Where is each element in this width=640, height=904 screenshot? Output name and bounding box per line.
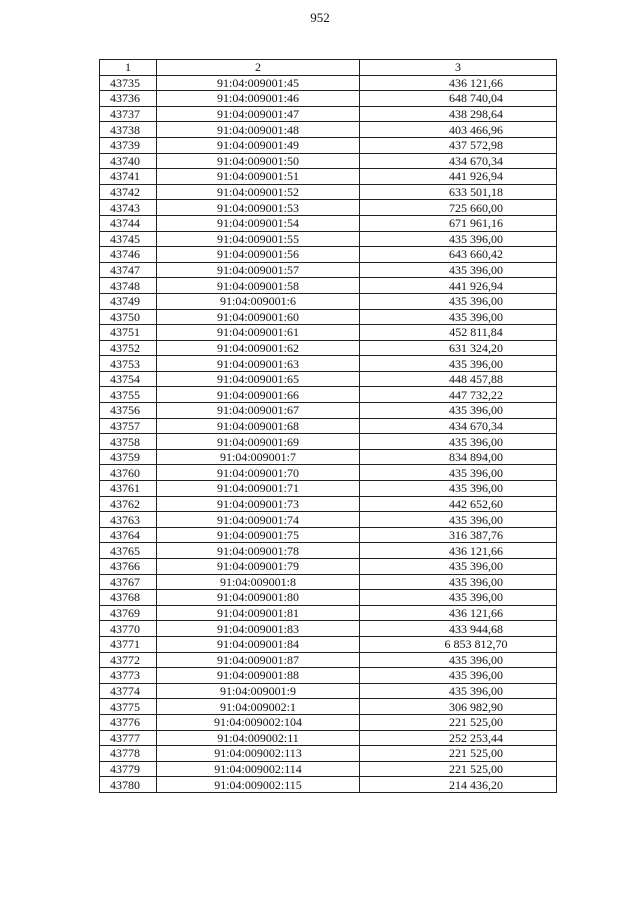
cadastral-number-cell: 91:04:009001:54: [157, 215, 360, 231]
cadastral-number-cell: 91:04:009001:69: [157, 434, 360, 450]
cadastral-value-cell: 435 396,00: [360, 231, 557, 247]
cadastral-value-cell: 441 926,94: [360, 169, 557, 185]
cadastral-value-cell: 221 525,00: [360, 714, 557, 730]
cadastral-number-cell: 91:04:009002:115: [157, 777, 360, 793]
row-number-cell: 43750: [100, 309, 157, 325]
cadastral-number-cell: 91:04:009001:60: [157, 309, 360, 325]
cadastral-number-cell: 91:04:009001:73: [157, 496, 360, 512]
cadastral-value-cell: 447 732,22: [360, 387, 557, 403]
table-row: [100, 309, 557, 325]
row-number-cell: 43753: [100, 356, 157, 372]
cadastral-number-cell: 91:04:009001:81: [157, 605, 360, 621]
row-number-cell: 43752: [100, 340, 157, 356]
column-header-1: 1: [100, 60, 157, 76]
row-number-cell: 43766: [100, 559, 157, 575]
cadastral-value-cell: 436 121,66: [360, 543, 557, 559]
cadastral-value-cell: 441 926,94: [360, 278, 557, 294]
row-number-cell: 43760: [100, 465, 157, 481]
cadastral-number-cell: 91:04:009001:74: [157, 512, 360, 528]
table-row: [100, 449, 557, 465]
table-row: [100, 169, 557, 185]
cadastral-number-cell: 91:04:009001:50: [157, 153, 360, 169]
row-number-cell: 43763: [100, 512, 157, 528]
cadastral-number-cell: 91:04:009001:75: [157, 527, 360, 543]
row-number-cell: 43749: [100, 293, 157, 309]
cadastral-number-cell: 91:04:009002:104: [157, 714, 360, 730]
row-number-cell: 43778: [100, 746, 157, 762]
cadastral-value-cell: 434 670,34: [360, 418, 557, 434]
cadastral-value-cell: 252 253,44: [360, 730, 557, 746]
cadastral-number-cell: 91:04:009001:61: [157, 325, 360, 341]
cadastral-value-cell: 436 121,66: [360, 605, 557, 621]
table-row: [100, 527, 557, 543]
row-number-cell: 43737: [100, 106, 157, 122]
cadastral-value-cell: 435 396,00: [360, 683, 557, 699]
table-row: [100, 75, 557, 91]
cadastral-number-cell: 91:04:009001:47: [157, 106, 360, 122]
cadastral-number-cell: 91:04:009001:46: [157, 91, 360, 107]
cadastral-value-cell: 648 740,04: [360, 91, 557, 107]
table-row: [100, 543, 557, 559]
table-body: [100, 75, 557, 792]
row-number-cell: 43745: [100, 231, 157, 247]
cadastral-number-cell: 91:04:009001:48: [157, 122, 360, 138]
cadastral-number-cell: 91:04:009001:45: [157, 75, 360, 91]
row-number-cell: 43743: [100, 200, 157, 216]
cadastral-value-cell: 435 396,00: [360, 309, 557, 325]
table-row: [100, 652, 557, 668]
cadastral-value-cell: 442 652,60: [360, 496, 557, 512]
cadastral-number-cell: 91:04:009001:83: [157, 621, 360, 637]
row-number-cell: 43742: [100, 184, 157, 200]
row-number-cell: 43748: [100, 278, 157, 294]
cadastral-number-cell: 91:04:009001:63: [157, 356, 360, 372]
cadastral-value-cell: 435 396,00: [360, 559, 557, 575]
row-number-cell: 43764: [100, 527, 157, 543]
table-row: [100, 278, 557, 294]
cadastral-number-cell: 91:04:009001:57: [157, 262, 360, 278]
row-number-cell: 43779: [100, 761, 157, 777]
row-number-cell: 43754: [100, 371, 157, 387]
cadastral-number-cell: 91:04:009002:113: [157, 746, 360, 762]
table-row: [100, 683, 557, 699]
cadastral-value-cell: 435 396,00: [360, 293, 557, 309]
table-row: [100, 293, 557, 309]
table-row: [100, 761, 557, 777]
cadastral-number-cell: 91:04:009002:11: [157, 730, 360, 746]
table-row: [100, 465, 557, 481]
row-number-cell: 43770: [100, 621, 157, 637]
row-number-cell: 43767: [100, 574, 157, 590]
row-number-cell: 43757: [100, 418, 157, 434]
table-row: [100, 106, 557, 122]
cadastral-value-cell: 306 982,90: [360, 699, 557, 715]
table-row: [100, 481, 557, 497]
table-row: [100, 777, 557, 793]
cadastral-number-cell: 91:04:009001:9: [157, 683, 360, 699]
cadastral-value-cell: 452 811,84: [360, 325, 557, 341]
row-number-cell: 43756: [100, 403, 157, 419]
table-row: [100, 590, 557, 606]
cadastral-value-cell: 437 572,98: [360, 137, 557, 153]
cadastral-number-cell: 91:04:009001:71: [157, 481, 360, 497]
table-row: [100, 559, 557, 575]
cadastral-number-cell: 91:04:009001:70: [157, 465, 360, 481]
cadastral-number-cell: 91:04:009001:8: [157, 574, 360, 590]
cadastral-value-cell: 316 387,76: [360, 527, 557, 543]
table-row: [100, 714, 557, 730]
cadastral-value-cell: 435 396,00: [360, 652, 557, 668]
table-row: [100, 434, 557, 450]
table-row: [100, 122, 557, 138]
cadastral-number-cell: 91:04:009001:62: [157, 340, 360, 356]
row-number-cell: 43775: [100, 699, 157, 715]
table-row: [100, 730, 557, 746]
row-number-cell: 43758: [100, 434, 157, 450]
row-number-cell: 43762: [100, 496, 157, 512]
cadastral-number-cell: 91:04:009001:56: [157, 247, 360, 263]
cadastral-value-cell: 221 525,00: [360, 761, 557, 777]
table-row: [100, 699, 557, 715]
cadastral-value-cell: 435 396,00: [360, 262, 557, 278]
table-row: [100, 340, 557, 356]
row-number-cell: 43738: [100, 122, 157, 138]
cadastral-value-cell: 434 670,34: [360, 153, 557, 169]
table-row: [100, 418, 557, 434]
row-number-cell: 43761: [100, 481, 157, 497]
cadastral-number-cell: 91:04:009002:1: [157, 699, 360, 715]
table-row: [100, 91, 557, 107]
cadastral-number-cell: 91:04:009001:66: [157, 387, 360, 403]
table-row: [100, 512, 557, 528]
table-row: [100, 403, 557, 419]
cadastral-number-cell: 91:04:009001:88: [157, 668, 360, 684]
cadastral-value-cell: 633 501,18: [360, 184, 557, 200]
cadastral-value-cell: 214 436,20: [360, 777, 557, 793]
row-number-cell: 43769: [100, 605, 157, 621]
table-row: [100, 605, 557, 621]
table-row: [100, 262, 557, 278]
table-row: [100, 184, 557, 200]
table-row: [100, 574, 557, 590]
cadastral-number-cell: 91:04:009001:58: [157, 278, 360, 294]
row-number-cell: 43771: [100, 636, 157, 652]
cadastral-number-cell: 91:04:009001:55: [157, 231, 360, 247]
cadastral-value-cell: 631 324,20: [360, 340, 557, 356]
cadastral-value-cell: 435 396,00: [360, 574, 557, 590]
cadastral-value-cell: 643 660,42: [360, 247, 557, 263]
cadastral-value-cell: 435 396,00: [360, 434, 557, 450]
cadastral-value-cell: 435 396,00: [360, 356, 557, 372]
row-number-cell: 43744: [100, 215, 157, 231]
row-number-cell: 43765: [100, 543, 157, 559]
cadastral-number-cell: 91:04:009001:52: [157, 184, 360, 200]
table-row: [100, 621, 557, 637]
cadastral-value-cell: 435 396,00: [360, 481, 557, 497]
cadastral-value-cell: 435 396,00: [360, 668, 557, 684]
table-row: [100, 247, 557, 263]
cadastral-value-cell: 834 894,00: [360, 449, 557, 465]
cadastral-number-cell: 91:04:009001:7: [157, 449, 360, 465]
cadastral-number-cell: 91:04:009001:67: [157, 403, 360, 419]
cadastral-value-cell: 433 944,68: [360, 621, 557, 637]
column-header-2: 2: [157, 60, 360, 76]
table-row: [100, 387, 557, 403]
table-row: [100, 746, 557, 762]
column-header-3: 3: [360, 60, 557, 76]
page-number: 952: [310, 10, 330, 25]
cadastral-value-cell: 6 853 812,70: [360, 636, 557, 652]
cadastral-number-cell: 91:04:009001:78: [157, 543, 360, 559]
cadastral-value-cell: 435 396,00: [360, 590, 557, 606]
table-row: [100, 231, 557, 247]
cadastral-value-table: [99, 59, 557, 793]
row-number-cell: 43736: [100, 91, 157, 107]
cadastral-value-cell: 403 466,96: [360, 122, 557, 138]
row-number-cell: 43747: [100, 262, 157, 278]
table-row: [100, 636, 557, 652]
row-number-cell: 43740: [100, 153, 157, 169]
table-row: [100, 356, 557, 372]
row-number-cell: 43768: [100, 590, 157, 606]
row-number-cell: 43741: [100, 169, 157, 185]
cadastral-value-cell: 221 525,00: [360, 746, 557, 762]
table-header: [100, 60, 557, 76]
cadastral-number-cell: 91:04:009001:53: [157, 200, 360, 216]
table-row: [100, 668, 557, 684]
header-row: [100, 60, 557, 76]
cadastral-value-cell: 448 457,88: [360, 371, 557, 387]
table-row: [100, 200, 557, 216]
table-row: [100, 496, 557, 512]
cadastral-value-cell: 435 396,00: [360, 465, 557, 481]
cadastral-number-cell: 91:04:009002:114: [157, 761, 360, 777]
row-number-cell: 43746: [100, 247, 157, 263]
cadastral-number-cell: 91:04:009001:68: [157, 418, 360, 434]
cadastral-value-cell: 438 298,64: [360, 106, 557, 122]
cadastral-value-cell: 435 396,00: [360, 512, 557, 528]
row-number-cell: 43780: [100, 777, 157, 793]
cadastral-value-cell: 725 660,00: [360, 200, 557, 216]
cadastral-number-cell: 91:04:009001:6: [157, 293, 360, 309]
row-number-cell: 43759: [100, 449, 157, 465]
row-number-cell: 43739: [100, 137, 157, 153]
table-row: [100, 153, 557, 169]
cadastral-value-cell: 436 121,66: [360, 75, 557, 91]
cadastral-number-cell: 91:04:009001:84: [157, 636, 360, 652]
cadastral-number-cell: 91:04:009001:87: [157, 652, 360, 668]
table-row: [100, 215, 557, 231]
row-number-cell: 43772: [100, 652, 157, 668]
row-number-cell: 43776: [100, 714, 157, 730]
cadastral-value-cell: 435 396,00: [360, 403, 557, 419]
row-number-cell: 43774: [100, 683, 157, 699]
row-number-cell: 43773: [100, 668, 157, 684]
row-number-cell: 43751: [100, 325, 157, 341]
table-row: [100, 137, 557, 153]
row-number-cell: 43777: [100, 730, 157, 746]
cadastral-value-cell: 671 961,16: [360, 215, 557, 231]
cadastral-number-cell: 91:04:009001:79: [157, 559, 360, 575]
cadastral-number-cell: 91:04:009001:49: [157, 137, 360, 153]
row-number-cell: 43735: [100, 75, 157, 91]
row-number-cell: 43755: [100, 387, 157, 403]
table-row: [100, 325, 557, 341]
cadastral-number-cell: 91:04:009001:51: [157, 169, 360, 185]
cadastral-number-cell: 91:04:009001:65: [157, 371, 360, 387]
cadastral-number-cell: 91:04:009001:80: [157, 590, 360, 606]
table-row: [100, 371, 557, 387]
